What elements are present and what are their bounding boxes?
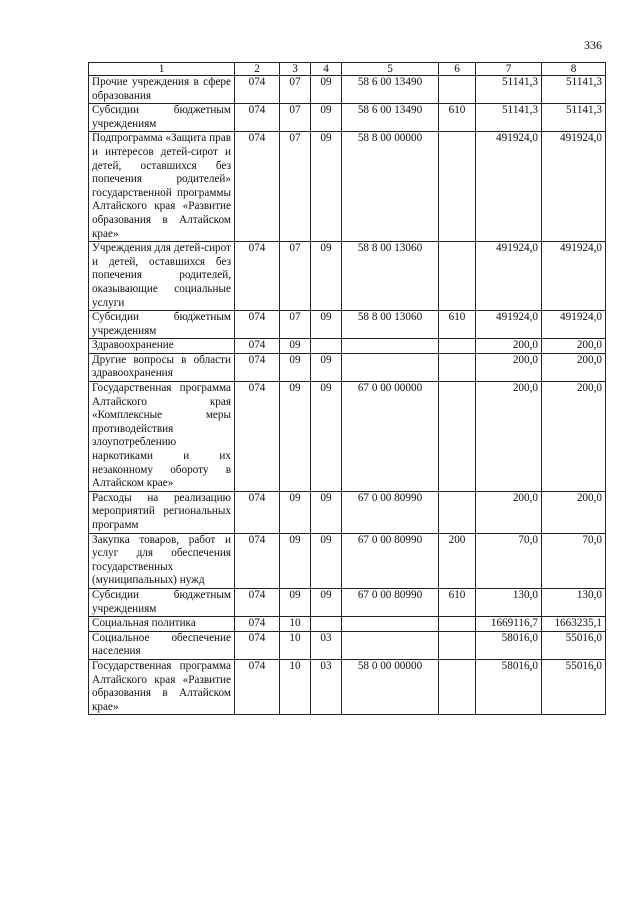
cell-subsection: 09: [311, 242, 342, 311]
cell-target-code: 67 0 00 80990: [342, 588, 439, 616]
cell-section: 07: [280, 311, 311, 339]
row-name: Социальная политика: [89, 617, 235, 632]
cell-ministry: 074: [235, 533, 280, 588]
cell-section: 09: [280, 339, 311, 354]
cell-ministry: 074: [235, 659, 280, 714]
cell-ministry: 074: [235, 104, 280, 132]
cell-amount-1: 200,0: [476, 353, 542, 381]
row-name: Субсидии бюджетным учреждениям: [89, 588, 235, 616]
row-name: Государственная программа Алтайского края «Комплексные меры противодействия злоупотреблению наркотиками и их незаконному обороту в Алтайском крае»: [89, 382, 235, 492]
cell-amount-2: 200,0: [542, 382, 606, 492]
row-name: Закупка товаров, работ и услуг для обеспечения государственных (муниципальных) нужд: [89, 533, 235, 588]
cell-section: 10: [280, 631, 311, 659]
cell-target-code: 67 0 00 80990: [342, 491, 439, 533]
cell-amount-2: 55016,0: [542, 631, 606, 659]
cell-target-code: 67 0 00 00000: [342, 382, 439, 492]
table-row: [89, 631, 606, 659]
page-number: 336: [584, 38, 602, 52]
cell-expense-type: [439, 353, 476, 381]
cell-amount-1: 200,0: [476, 382, 542, 492]
cell-section: 09: [280, 588, 311, 616]
cell-section: 10: [280, 659, 311, 714]
cell-amount-1: 58016,0: [476, 631, 542, 659]
cell-amount-1: 491924,0: [476, 242, 542, 311]
cell-target-code: [342, 631, 439, 659]
cell-amount-2: 491924,0: [542, 311, 606, 339]
col-header-3: 3: [280, 63, 311, 76]
row-name: Социальное обеспечение населения: [89, 631, 235, 659]
cell-ministry: 074: [235, 339, 280, 354]
cell-ministry: 074: [235, 588, 280, 616]
table-row: [89, 491, 606, 533]
cell-subsection: [311, 339, 342, 354]
table-row: [89, 382, 606, 492]
row-name: Другие вопросы в области здравоохранения: [89, 353, 235, 381]
cell-expense-type: [439, 339, 476, 354]
cell-section: 07: [280, 132, 311, 242]
cell-amount-1: 1669116,7: [476, 617, 542, 632]
cell-amount-1: 51141,3: [476, 104, 542, 132]
table-row: [89, 353, 606, 381]
cell-amount-1: 58016,0: [476, 659, 542, 714]
cell-ministry: 074: [235, 242, 280, 311]
cell-section: 09: [280, 533, 311, 588]
row-name: Государственная программа Алтайского края «Развитие образования в Алтайском крае»: [89, 659, 235, 714]
cell-ministry: 074: [235, 617, 280, 632]
col-header-1: 1: [89, 63, 235, 76]
cell-amount-2: 55016,0: [542, 659, 606, 714]
cell-section: 09: [280, 353, 311, 381]
row-name: Субсидии бюджетным учреждениям: [89, 311, 235, 339]
cell-target-code: 58 0 00 00000: [342, 659, 439, 714]
cell-amount-2: 51141,3: [542, 76, 606, 104]
cell-target-code: [342, 339, 439, 354]
cell-subsection: 09: [311, 76, 342, 104]
row-name: Прочие учреждения в сфере образования: [89, 76, 235, 104]
cell-expense-type: [439, 76, 476, 104]
cell-expense-type: [439, 242, 476, 311]
cell-target-code: [342, 353, 439, 381]
cell-target-code: [342, 617, 439, 632]
cell-amount-1: 200,0: [476, 491, 542, 533]
cell-ministry: 074: [235, 631, 280, 659]
cell-amount-2: 51141,3: [542, 104, 606, 132]
cell-section: 09: [280, 382, 311, 492]
cell-target-code: 67 0 00 80990: [342, 533, 439, 588]
cell-ministry: 074: [235, 491, 280, 533]
cell-expense-type: 610: [439, 104, 476, 132]
cell-expense-type: 610: [439, 311, 476, 339]
cell-amount-2: 130,0: [542, 588, 606, 616]
row-name: Субсидии бюджетным учреждениям: [89, 104, 235, 132]
col-header-7: 7: [476, 63, 542, 76]
cell-section: 09: [280, 491, 311, 533]
cell-expense-type: [439, 631, 476, 659]
cell-target-code: 58 8 00 00000: [342, 132, 439, 242]
col-header-6: 6: [439, 63, 476, 76]
cell-amount-1: 491924,0: [476, 311, 542, 339]
row-name: Подпрограмма «Защита прав и интересов детей-сирот и детей, оставшихся без попечения родителей» государственной программы Алтайского края «Развитие образования в Алтайском крае»: [89, 132, 235, 242]
cell-amount-2: 200,0: [542, 353, 606, 381]
table-row: [89, 588, 606, 616]
table-row: [89, 242, 606, 311]
cell-amount-2: 200,0: [542, 491, 606, 533]
cell-amount-2: 491924,0: [542, 242, 606, 311]
row-name: Расходы на реализацию мероприятий региональных программ: [89, 491, 235, 533]
col-header-8: 8: [542, 63, 606, 76]
cell-amount-1: 491924,0: [476, 132, 542, 242]
cell-subsection: 09: [311, 491, 342, 533]
table-row: [89, 339, 606, 354]
cell-subsection: 09: [311, 311, 342, 339]
cell-subsection: [311, 617, 342, 632]
cell-amount-1: 51141,3: [476, 76, 542, 104]
cell-subsection: 03: [311, 659, 342, 714]
col-header-4: 4: [311, 63, 342, 76]
table-row: [89, 533, 606, 588]
cell-subsection: 09: [311, 533, 342, 588]
cell-ministry: 074: [235, 76, 280, 104]
row-name: Здравоохранение: [89, 339, 235, 354]
cell-section: 07: [280, 242, 311, 311]
cell-subsection: 09: [311, 353, 342, 381]
col-header-2: 2: [235, 63, 280, 76]
cell-subsection: 09: [311, 104, 342, 132]
cell-expense-type: [439, 491, 476, 533]
cell-subsection: 09: [311, 132, 342, 242]
cell-expense-type: 610: [439, 588, 476, 616]
row-name: Учреждения для детей-сирот и детей, оставшихся без попечения родителей, оказывающие социальные услуги: [89, 242, 235, 311]
cell-target-code: 58 6 00 13490: [342, 76, 439, 104]
cell-section: 07: [280, 76, 311, 104]
cell-target-code: 58 6 00 13490: [342, 104, 439, 132]
cell-ministry: 074: [235, 311, 280, 339]
table-row: [89, 76, 606, 104]
cell-ministry: 074: [235, 353, 280, 381]
table-row: [89, 659, 606, 714]
cell-expense-type: [439, 659, 476, 714]
table-row: [89, 617, 606, 632]
cell-section: 07: [280, 104, 311, 132]
cell-amount-2: 70,0: [542, 533, 606, 588]
header-row: [89, 63, 606, 76]
table-row: [89, 311, 606, 339]
budget-table: [88, 62, 606, 715]
cell-amount-2: 491924,0: [542, 132, 606, 242]
cell-subsection: 09: [311, 382, 342, 492]
cell-subsection: 09: [311, 588, 342, 616]
cell-subsection: 03: [311, 631, 342, 659]
cell-target-code: 58 8 00 13060: [342, 242, 439, 311]
cell-target-code: 58 8 00 13060: [342, 311, 439, 339]
cell-amount-1: 200,0: [476, 339, 542, 354]
cell-ministry: 074: [235, 132, 280, 242]
table-row: [89, 104, 606, 132]
cell-amount-1: 70,0: [476, 533, 542, 588]
cell-amount-2: 200,0: [542, 339, 606, 354]
col-header-5: 5: [342, 63, 439, 76]
cell-ministry: 074: [235, 382, 280, 492]
cell-expense-type: [439, 382, 476, 492]
cell-amount-1: 130,0: [476, 588, 542, 616]
cell-expense-type: [439, 617, 476, 632]
cell-amount-2: 1663235,1: [542, 617, 606, 632]
cell-expense-type: 200: [439, 533, 476, 588]
table-row: [89, 132, 606, 242]
cell-expense-type: [439, 132, 476, 242]
cell-section: 10: [280, 617, 311, 632]
